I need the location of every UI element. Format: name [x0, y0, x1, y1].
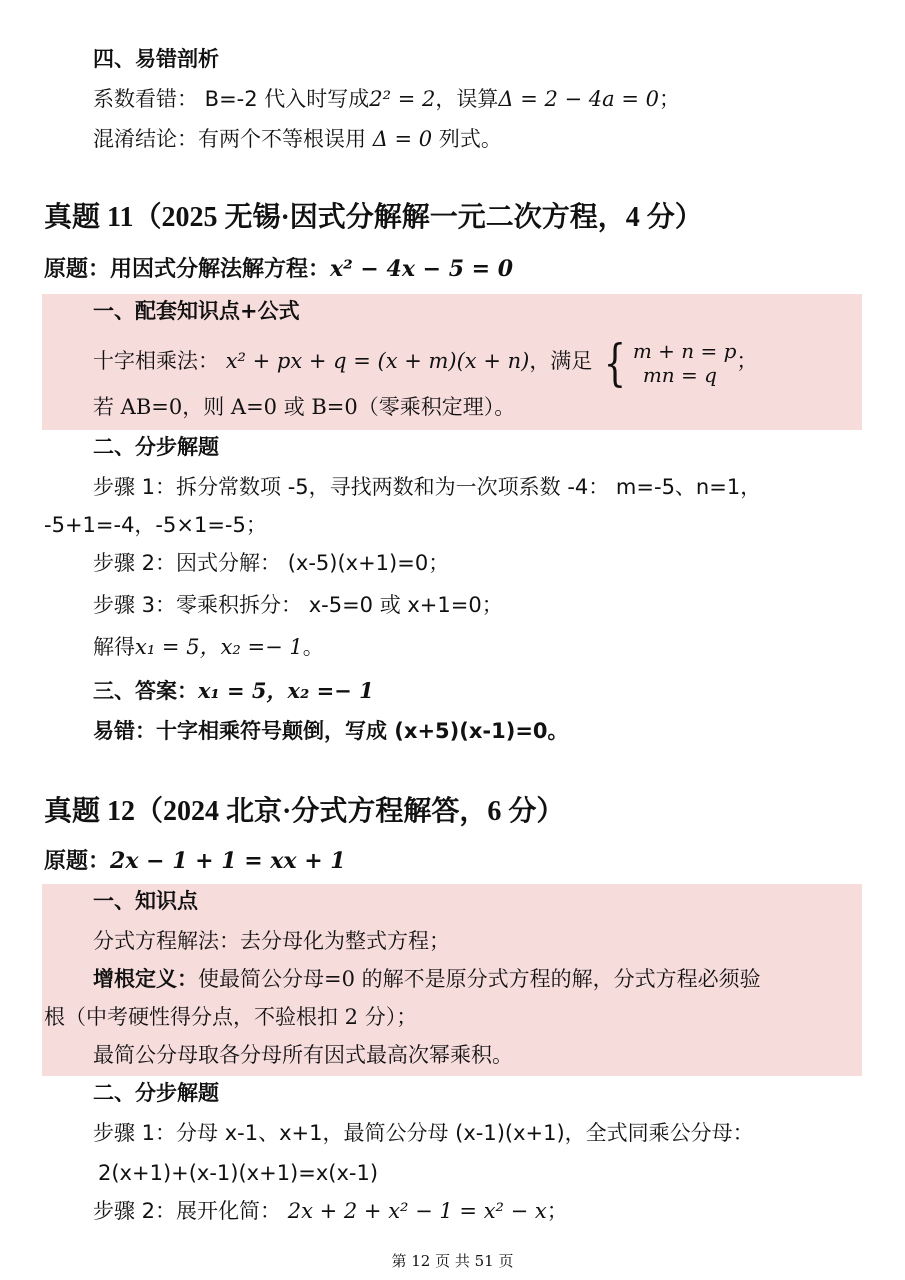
q12-k2-bold: 增根定义： [93, 966, 198, 991]
q11-k1-prefix: 十字相乘法： [93, 349, 219, 373]
q12-steps-heading: 二、分步解题 [93, 1081, 219, 1105]
q11-k1-system [599, 333, 737, 392]
q12-step-2-end: ； [546, 1199, 568, 1223]
q12-step-1a: 步骤 1：分母 x-1、x+1，最简公分母 (x-1)(x+1)，全式同乘公分母： [93, 1121, 754, 1145]
q11-k1-end: ； [736, 349, 758, 373]
q11-k1-eq: x² + px + q = (x + m)(x + n) [225, 349, 530, 373]
q11-step-2: 步骤 2：因式分解： (x-5)(x+1)=0； [93, 551, 450, 575]
q12-original-label: 原题： [44, 849, 111, 874]
q12-knowledge-heading: 一、知识点 [93, 889, 198, 913]
error-line-1-prefix: 系数看错： B=-2 代入时写成 [93, 87, 370, 111]
q12-step-2-prefix: 步骤 2：展开化简： [93, 1199, 282, 1223]
left-brace-icon: { [603, 333, 627, 392]
q11-steps-heading: 二、分步解题 [93, 435, 219, 459]
q11-k1-system-bottom: mn = q [642, 362, 717, 387]
q11-step-4 [93, 632, 324, 662]
q11-step-4-end: 。 [302, 635, 324, 659]
q12-step-2-eq: 2x + 2 + x² − 1 = x² − x [287, 1199, 547, 1223]
error-line-1-eq: 2² = 2 [369, 87, 436, 111]
q11-answer-eq: x₁ = 5，x₂ =− 1 [198, 678, 374, 703]
q12-original [44, 845, 346, 878]
q12-knowledge-line-4: 最简公分母取各分母所有因式最高次幂乘积。 [93, 1043, 513, 1067]
page-footer: 第 12 页 共 51 页 [391, 1252, 514, 1270]
q11-knowledge-line-2: 若 AB=0，则 A=0 或 B=0（零乘积定理）。 [93, 395, 516, 419]
error-line-2 [93, 124, 502, 154]
q11-knowledge-heading: 一、配套知识点+公式 [93, 299, 300, 323]
error-line-1-eq2: Δ = 2 − 4a = 0 [498, 87, 659, 111]
q11-common-error: 易错：十字相乘符号颠倒，写成 (x+5)(x-1)=0。 [93, 719, 569, 743]
q12-step-2 [93, 1196, 568, 1226]
q11-original [44, 253, 513, 286]
q11-k1-system-top: m + n = p [632, 338, 737, 363]
q11-step-4-eq: x₁ = 5，x₂ =− 1 [135, 635, 303, 659]
q12-knowledge-line-2 [93, 964, 761, 994]
q12-knowledge-line-1: 分式方程解法：去分母化为整式方程； [93, 929, 450, 953]
error-line-1-end: ； [659, 87, 680, 111]
q11-original-label: 原题：用因式分解法解方程： [44, 257, 331, 282]
q11-title: 真题 11（2025 无锡·因式分解解一元二次方程，4 分） [44, 202, 703, 233]
q12-k2-rest: 使最简公分母=0 的解不是原分式方程的解，分式方程必须验 [198, 967, 761, 991]
q11-answer-label: 三、答案： [93, 679, 198, 703]
q11-k1-mid: ，满足 [529, 349, 593, 373]
error-line-1-mid: ，误算 [435, 87, 499, 111]
q11-step-1b: -5+1=-4，-5×1=-5； [44, 513, 267, 537]
q11-knowledge-line-1 [93, 333, 758, 392]
error-analysis-heading: 四、易错剖析 [93, 47, 219, 71]
q12-step-1b: 2(x+1)+(x-1)(x+1)=x(x-1) [98, 1161, 379, 1185]
q11-step-3: 步骤 3：零乘积拆分： x-5=0 或 x+1=0； [93, 593, 503, 617]
q11-step-1a: 步骤 1：拆分常数项 -5，寻找两数和为一次项系数 -4： m=-5、n=1， [93, 475, 762, 499]
error-line-2-end: 列式。 [438, 127, 502, 151]
q12-original-eq: 2x − 1 + 1 = xx + 1 [110, 848, 346, 874]
error-line-2-prefix: 混淆结论：有两个不等根误用 [93, 127, 366, 151]
q11-step-4-prefix: 解得 [93, 635, 135, 659]
q12-knowledge-line-3: 根（中考硬性得分点，不验根扣 2 分）； [44, 1005, 418, 1029]
q12-title: 真题 12（2024 北京·分式方程解答，6 分） [44, 796, 565, 827]
q11-k1-system-stack [633, 339, 737, 387]
q11-answer [93, 676, 374, 706]
error-line-1 [93, 84, 680, 114]
q11-original-eq: x² − 4x − 5 = 0 [330, 256, 514, 282]
error-line-2-eq: Δ = 0 [372, 127, 433, 151]
